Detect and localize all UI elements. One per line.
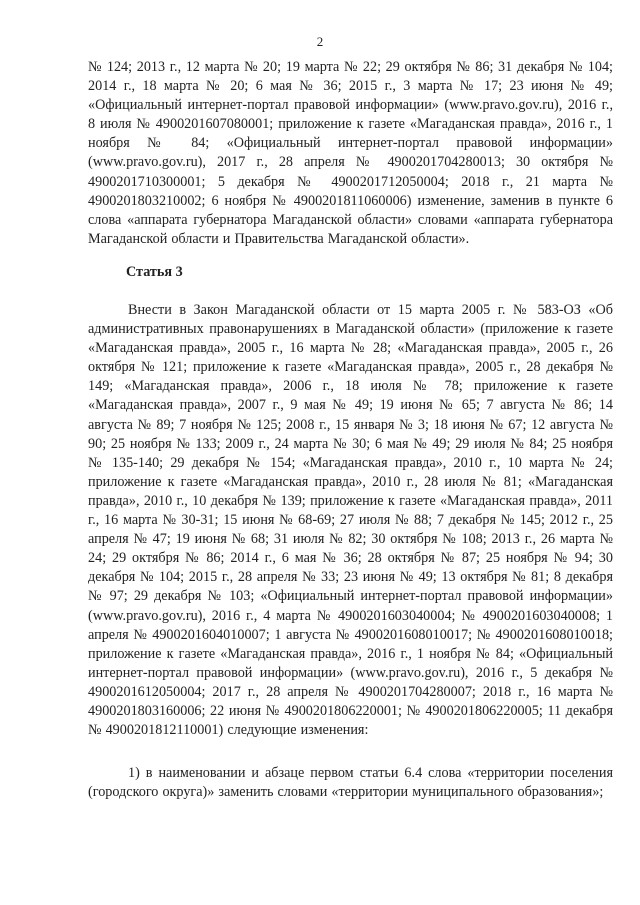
paragraph-article-3-intro — [88, 301, 613, 740]
article-heading: Статья 3 — [126, 264, 183, 280]
paragraph-text: Внести в Закон Магаданской области от 15 марта 2005 г. № 583-ОЗ «Об административных правонарушениях в Магаданской области» (приложение к газете «Магаданская правда», 2005 г., 16 марта № 28; «Магаданская правда», 2005 г., 26 октября № 121; приложение к газете «Магаданская правда», 2005 г., 28 декабря № 149; «Магаданская правда», 2006 г., 18 июля № 78; приложение к газете «Магаданская правда», 2007 г., 9 мая № 49; 19 июня № 65; 7 августа № 86; 14 августа № 89; 7 ноября № 125; 2008 г., 15 января № 3; 18 июня № 67; 12 августа № 90; 25 ноября № 133; 2009 г., 24 марта № 30; 6 мая № 49; 29 июля № 84; 25 ноября № 135-140; 29 декабря № 154; «Магаданская правда», 2010 г., 10 марта № 24; приложение к газете «Магаданская правда», 2010 г., 28 июля № 81; «Магаданская правда», 2010 г., 10 декабря № 139; приложение к газете «Магаданская правда», 2011 г., 16 марта № 30-31; 15 июня № 68-69; 27 июля № 88; 7 декабря № 145; 2012 г., 25 апреля № 47; 19 июня № 68; 31 июля № 82; 30 октября № 108; 2013 г., 26 марта № 24; 29 октября № 86; 2014 г., 6 мая № 36; 28 октября № 87; 25 ноября № 94; 30 декабря № 104; 2015 г., 28 апреля № 33; 23 июня № 49; 13 октября № 81; 8 декабря № 97; 29 декабря № 103; «Официальный интернет-портал правовой информации» (www.pravo.gov.ru), 2016 г., 4 марта № 4900201603040004; № 4900201603040008; 1 апреля № 4900201604010007; 1 августа № 4900201608010017; № 4900201608010018; приложение к газете «Магаданская правда», 2016 г., 1 ноября № 84; «Официальный интернет-портал правовой информации» (www.pravo.gov.ru), 2016 г., 5 декабря № 4900201612050004; 2017 г., 28 апреля № 4900201704280007; 2018 г., 16 марта № 4900201803160006; 22 июня № 4900201806220001; № 4900201806220005; 11 декабря № 4900201812110001) следующие изменения: — [88, 302, 613, 739]
paragraph-text: № 124; 2013 г., 12 марта № 20; 19 марта № 22; 29 октября № 86; 31 декабря № 104; 2014 г., 18 марта № 20; 6 мая № 36; 2015 г., 3 марта № 17; 23 июня № 49; «Официальный интернет-портал правовой информации» (www.pravo.gov.ru), 2016 г., 8 июля № 4900201607080001; приложение к газете «Магаданская правда», 2016 г., 1 ноября № 84; «Официальный интернет-портал правовой информации» (www.pravo.gov.ru), 2017 г., 28 апреля № 4900201704280013; 30 октября № 4900201710300001; 5 декабря № 4900201712050004; 2018 г., 21 марта № 4900201803210002; 6 ноября № 4900201811060006) изменение, заменив в пункте 6 слова «аппарата губернатора Магаданской области» словами «аппарата губернатора Магаданской области и Правительства Магаданской области». — [88, 59, 613, 247]
paragraph-article-2-continuation — [88, 58, 613, 249]
page-number: 2 — [316, 34, 324, 49]
paragraph-amendment-1 — [88, 764, 613, 802]
paragraph-text: 1) в наименовании и абзаце первом статьи 6.4 слова «территории поселения (городского округа)» заменить словами «территории муниципального образования»; — [88, 765, 613, 801]
